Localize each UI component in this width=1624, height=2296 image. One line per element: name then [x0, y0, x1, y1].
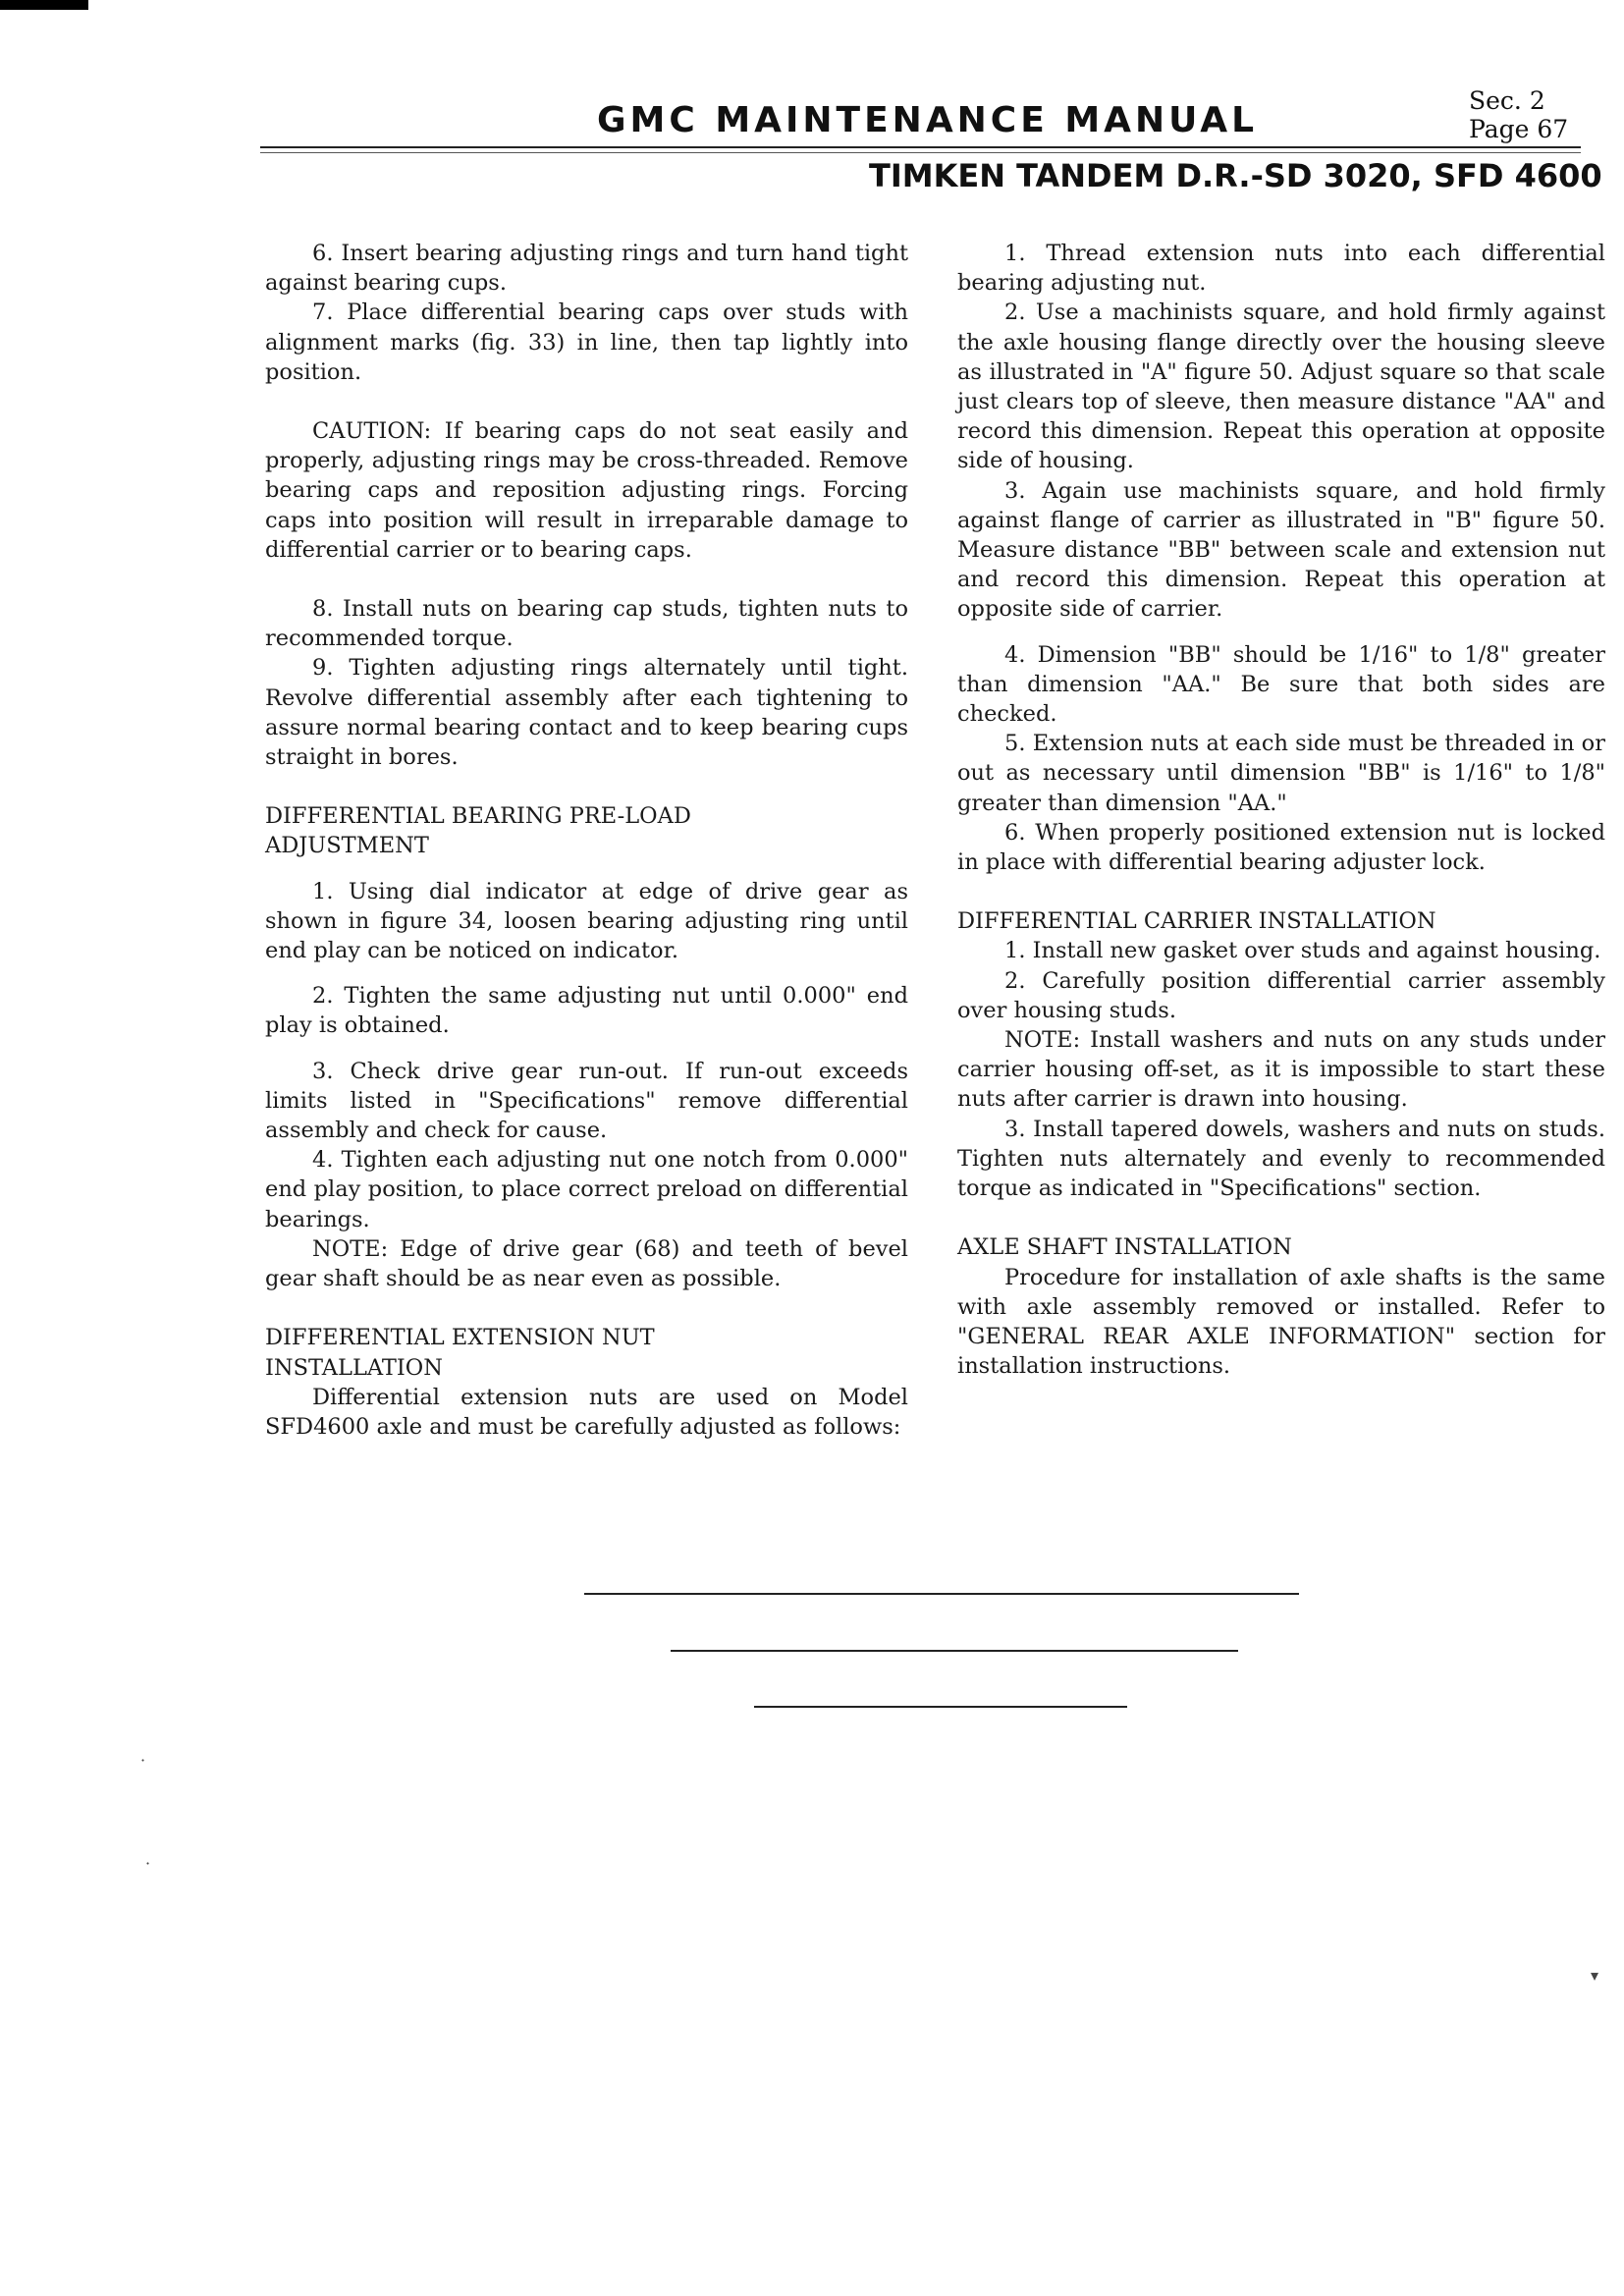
ext-step-3: 3. Again use machinists square, and hold firmly against flange of carrier as illustrated in "B" figure 50. Measure distance "BB" between scale and extension nut and record this dimension. Repeat this operation at opposite side of carrier. [957, 477, 1605, 623]
scan-edge-mark [0, 0, 88, 10]
preload-step-2: 2. Tighten the same adjusting nut until 0.000" end play is obtained. [265, 983, 908, 1039]
carrier-step-1: 1. Install new gasket over studs and against housing. [1004, 938, 1601, 964]
ext-step-6: 6. When properly positioned extension nut is locked in place with differential bearing adjuster lock. [957, 819, 1605, 876]
left-column [265, 239, 908, 1442]
preload-step-3: 3. Check drive gear run-out. If run-out exceeds limits listed in "Specifications" remove differential assembly and check for cause. [265, 1058, 908, 1144]
preload-step-4: 4. Tighten each adjusting nut one notch from 0.000" end play position, to place correct preload on differential bearings. [265, 1147, 908, 1232]
ext-step-5: 5. Extension nuts at each side must be threaded in or out as necessary until dimension "BB" is 1/16" to 1/8" greater than dimension "AA." [957, 731, 1605, 816]
scan-speck: ▾ [1591, 1966, 1599, 1985]
heading-carrier: DIFFERENTIAL CARRIER INSTALLATION [957, 908, 1436, 935]
ext-step-1: 1. Thread extension nuts into each differential bearing adjusting nut. [957, 241, 1605, 297]
ext-step-4: 4. Dimension "BB" should be 1/16" to 1/8" greater than dimension "AA." Be sure that both sides are checked. [957, 641, 1605, 728]
scan-speck: · [140, 1751, 146, 1770]
end-rule-1 [584, 1593, 1299, 1595]
step-9: 9. Tighten adjusting rings alternately until tight. Revolve differential assembly after each tightening to assure normal bearing contact and to keep bearing cups straight in bores. [265, 655, 908, 771]
heading-extension-nut: DIFFERENTIAL EXTENSION NUT INSTALLATION [265, 1325, 655, 1381]
caution-paragraph: CAUTION: If bearing caps do not seat easily and properly, adjusting rings may be cross-threaded. Remove bearing caps and reposition adjusting rings. Forcing caps into position will result in irreparable damage to differential carrier or to bearing caps. [265, 418, 908, 563]
preload-note: NOTE: Edge of drive gear (68) and teeth of bevel gear shaft should be as near even as possible. [265, 1235, 908, 1292]
page-number: Page 67 [1469, 115, 1569, 143]
manual-title: GMC MAINTENANCE MANUAL [597, 100, 1259, 140]
step-8: 8. Install nuts on bearing cap studs, tighten nuts to recommended torque. [265, 596, 908, 652]
section-page-block [1469, 86, 1568, 143]
step-6: 6. Insert bearing adjusting rings and turn hand tight against bearing cups. [265, 241, 908, 297]
preload-step-1: 1. Using dial indicator at edge of drive gear as shown in figure 34, loosen bearing adjusting ring until end play can be noticed on indicator. [265, 878, 908, 964]
page-subtitle: TIMKEN TANDEM D.R.-SD 3020, SFD 4600 [869, 157, 1602, 194]
heading-preload: DIFFERENTIAL BEARING PRE-LOAD ADJUSTMENT [265, 803, 691, 859]
header-rule-thick [260, 146, 1581, 148]
header-rule-thin [260, 152, 1581, 153]
carrier-note: NOTE: Install washers and nuts on any studs under carrier housing off-set, as it is impossible to start these nuts after carrier is drawn into housing. [957, 1027, 1605, 1113]
scan-speck: · [145, 1854, 151, 1873]
ext-step-2: 2. Use a machinists square, and hold firmly against the axle housing flange directly over the housing sleeve as illustrated in "A" figure 50. Adjust square so that scale just clears top of sleeve, then measure distance "AA" and record this dimension. Repeat this operation at opposite side of housing. [957, 300, 1605, 474]
end-rule-3 [754, 1706, 1127, 1708]
step-7: 7. Place differential bearing caps over studs with alignment marks (fig. 33) in line, then tap lightly into position. [265, 300, 908, 385]
right-column [957, 239, 1605, 1381]
extension-intro: Differential extension nuts are used on Model SFD4600 axle and must be carefully adjusted as follows: [265, 1384, 908, 1440]
section-number: Sec. 2 [1469, 86, 1545, 115]
heading-axle-shaft: AXLE SHAFT INSTALLATION [957, 1234, 1292, 1261]
carrier-step-2: 2. Carefully position differential carrier assembly over housing studs. [957, 967, 1605, 1023]
carrier-step-3: 3. Install tapered dowels, washers and nuts on studs. Tighten nuts alternately and evenly to recommended torque as indicated in "Specifications" section. [957, 1116, 1605, 1202]
axle-paragraph: Procedure for installation of axle shafts is the same with axle assembly removed or installed. Refer to "GENERAL REAR AXLE INFORMATION" section for installation instructions. [957, 1264, 1605, 1380]
end-rule-2 [671, 1650, 1238, 1652]
